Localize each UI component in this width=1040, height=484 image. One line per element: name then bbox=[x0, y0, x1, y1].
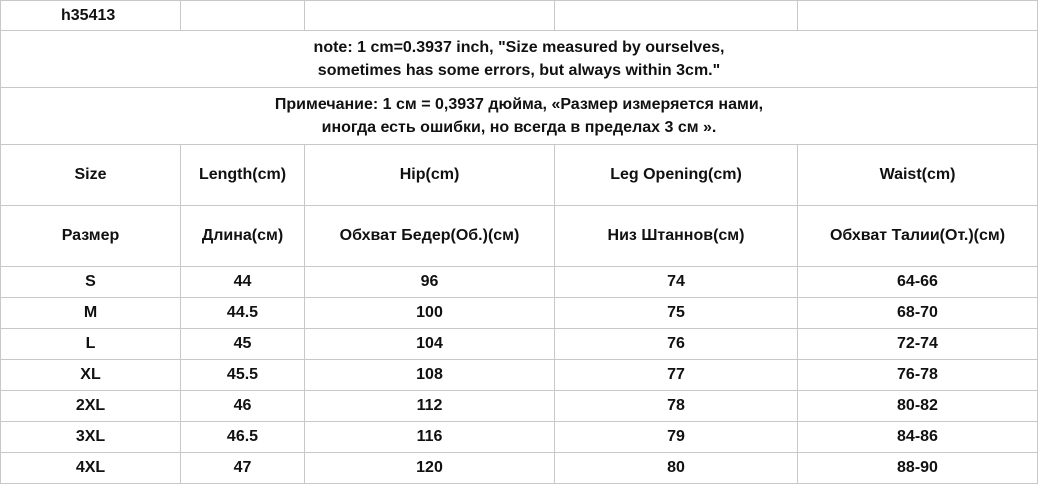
note-en-line2: sometimes has some errors, but always within 3cm." bbox=[317, 62, 721, 79]
empty-cell bbox=[555, 1, 798, 31]
header-waist: Waist(cm) bbox=[798, 145, 1038, 206]
empty-cell bbox=[798, 1, 1038, 31]
header-hip: Hip(cm) bbox=[305, 145, 555, 206]
note-ru-line2: иногда есть ошибки, но всегда в пределах 3 см ». bbox=[321, 119, 717, 136]
size-cell: 2XL bbox=[1, 391, 181, 422]
header-size-ru: Размер bbox=[1, 206, 181, 267]
waist-cell: 76-78 bbox=[798, 360, 1038, 391]
header-waist-ru: Обхват Талии(От.)(см) bbox=[798, 206, 1038, 267]
product-code-cell: h35413 bbox=[1, 1, 181, 31]
waist-cell: 80-82 bbox=[798, 391, 1038, 422]
waist-cell: 72-74 bbox=[798, 329, 1038, 360]
size-cell: XL bbox=[1, 360, 181, 391]
header-en-row bbox=[1, 145, 1038, 206]
hip-cell: 104 bbox=[305, 329, 555, 360]
empty-cell bbox=[305, 1, 555, 31]
header-ru-row bbox=[1, 206, 1038, 267]
header-length-ru: Длина(см) bbox=[181, 206, 305, 267]
header-hip-ru: Обхват Бедер(Об.)(см) bbox=[305, 206, 555, 267]
length-cell: 45.5 bbox=[181, 360, 305, 391]
size-cell: L bbox=[1, 329, 181, 360]
hip-cell: 100 bbox=[305, 298, 555, 329]
length-cell: 46 bbox=[181, 391, 305, 422]
size-cell: M bbox=[1, 298, 181, 329]
hip-cell: 120 bbox=[305, 453, 555, 484]
header-size: Size bbox=[1, 145, 181, 206]
header-length: Length(cm) bbox=[181, 145, 305, 206]
leg-opening-cell: 79 bbox=[555, 422, 798, 453]
note-en-cell bbox=[1, 31, 1038, 88]
product-code-row bbox=[1, 1, 1038, 31]
leg-opening-cell: 78 bbox=[555, 391, 798, 422]
note-ru-line1: Примечание: 1 см = 0,3937 дюйма, «Размер измеряется нами, bbox=[274, 96, 764, 113]
table-row bbox=[1, 329, 1038, 360]
length-cell: 44.5 bbox=[181, 298, 305, 329]
note-ru-cell bbox=[1, 88, 1038, 145]
header-leg-opening: Leg Opening(cm) bbox=[555, 145, 798, 206]
size-cell: S bbox=[1, 267, 181, 298]
hip-cell: 108 bbox=[305, 360, 555, 391]
leg-opening-cell: 76 bbox=[555, 329, 798, 360]
table-row bbox=[1, 298, 1038, 329]
hip-cell: 112 bbox=[305, 391, 555, 422]
table-row bbox=[1, 422, 1038, 453]
size-cell: 3XL bbox=[1, 422, 181, 453]
leg-opening-cell: 74 bbox=[555, 267, 798, 298]
waist-cell: 84-86 bbox=[798, 422, 1038, 453]
table-row bbox=[1, 360, 1038, 391]
hip-cell: 96 bbox=[305, 267, 555, 298]
leg-opening-cell: 75 bbox=[555, 298, 798, 329]
hip-cell: 116 bbox=[305, 422, 555, 453]
waist-cell: 88-90 bbox=[798, 453, 1038, 484]
note-en-line1: note: 1 cm=0.3937 inch, "Size measured by ourselves, bbox=[313, 39, 725, 56]
note-en-row bbox=[1, 31, 1038, 88]
table-row bbox=[1, 267, 1038, 298]
empty-cell bbox=[181, 1, 305, 31]
table-row bbox=[1, 391, 1038, 422]
length-cell: 44 bbox=[181, 267, 305, 298]
length-cell: 47 bbox=[181, 453, 305, 484]
table-row bbox=[1, 453, 1038, 484]
leg-opening-cell: 77 bbox=[555, 360, 798, 391]
length-cell: 45 bbox=[181, 329, 305, 360]
header-leg-opening-ru: Низ Штаннов(см) bbox=[555, 206, 798, 267]
leg-opening-cell: 80 bbox=[555, 453, 798, 484]
waist-cell: 68-70 bbox=[798, 298, 1038, 329]
size-cell: 4XL bbox=[1, 453, 181, 484]
length-cell: 46.5 bbox=[181, 422, 305, 453]
waist-cell: 64-66 bbox=[798, 267, 1038, 298]
note-ru-row bbox=[1, 88, 1038, 145]
